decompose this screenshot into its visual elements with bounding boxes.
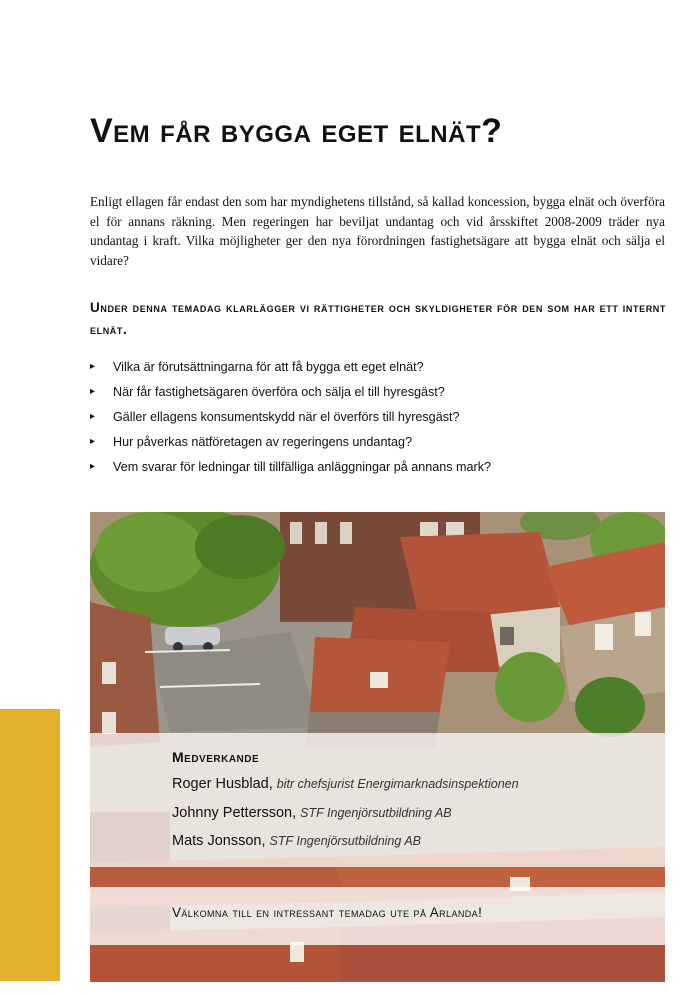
- bullet-arrow-icon: ▸: [90, 386, 96, 397]
- contributor-name: Johnny Pettersson,: [172, 805, 297, 821]
- contributor-role: STF Ingenjörsutbildning AB: [269, 834, 422, 848]
- page-title: Vem får bygga eget elnät?: [90, 112, 503, 150]
- contributor-name: Roger Husblad,: [172, 776, 273, 792]
- question-item: [90, 382, 650, 407]
- decorative-yellow-bar: [0, 709, 60, 981]
- bullet-arrow-icon: ▸: [90, 461, 96, 472]
- contributors-panel: [90, 733, 665, 867]
- question-text: Vilka är förutsättningarna för att få bygga ett eget elnät?: [113, 360, 424, 374]
- contributor-role: bitr chefsjurist Energimarknadsinspektionen: [276, 777, 519, 791]
- question-text: Gäller ellagens konsumentskydd när el överförs till hyresgäst?: [113, 410, 460, 424]
- question-item: [90, 357, 650, 382]
- contributor-entry: [172, 833, 421, 849]
- intro-paragraph: Enligt ellagen får endast den som har myndighetens tillstånd, så kallad koncession, bygga elnät och överföra el för annans räkning. Men regeringen har beviljat undantag och vid årsskiftet 2008-2009 träder nya undantag i kraft. Vilka möjligheter ger den nya förordningen fastighetsägare att bygga elnät och sälja el vidare?: [90, 194, 665, 268]
- welcome-text: Välkomna till en intressant temadag ute på Arlanda!: [172, 905, 483, 920]
- question-text: När får fastighetsägaren överföra och sälja el till hyresgäst?: [113, 385, 445, 399]
- bullet-arrow-icon: ▸: [90, 361, 96, 372]
- welcome-banner: [90, 887, 665, 945]
- question-text: Vem svarar för ledningar till tillfälliga anläggningar på annans mark?: [113, 460, 492, 474]
- contributors-heading: Medverkande: [172, 749, 260, 765]
- question-item: [90, 407, 650, 432]
- contributor-role: STF Ingenjörsutbildning AB: [300, 806, 452, 820]
- section-subheading: Under denna temadag klarlägger vi rättigheter och skyldigheter för den som har ett internt elnät.: [90, 300, 667, 337]
- question-text: Hur påverkas nätföretagen av regeringens undantag?: [113, 435, 412, 449]
- question-item: [90, 457, 650, 482]
- contributor-entry: [172, 776, 519, 792]
- contributor-entry: [172, 805, 452, 821]
- bullet-arrow-icon: ▸: [90, 436, 96, 447]
- contributor-name: Mats Jonsson,: [172, 833, 266, 849]
- bullet-arrow-icon: ▸: [90, 411, 96, 422]
- question-list: [90, 357, 650, 482]
- question-item: [90, 432, 650, 457]
